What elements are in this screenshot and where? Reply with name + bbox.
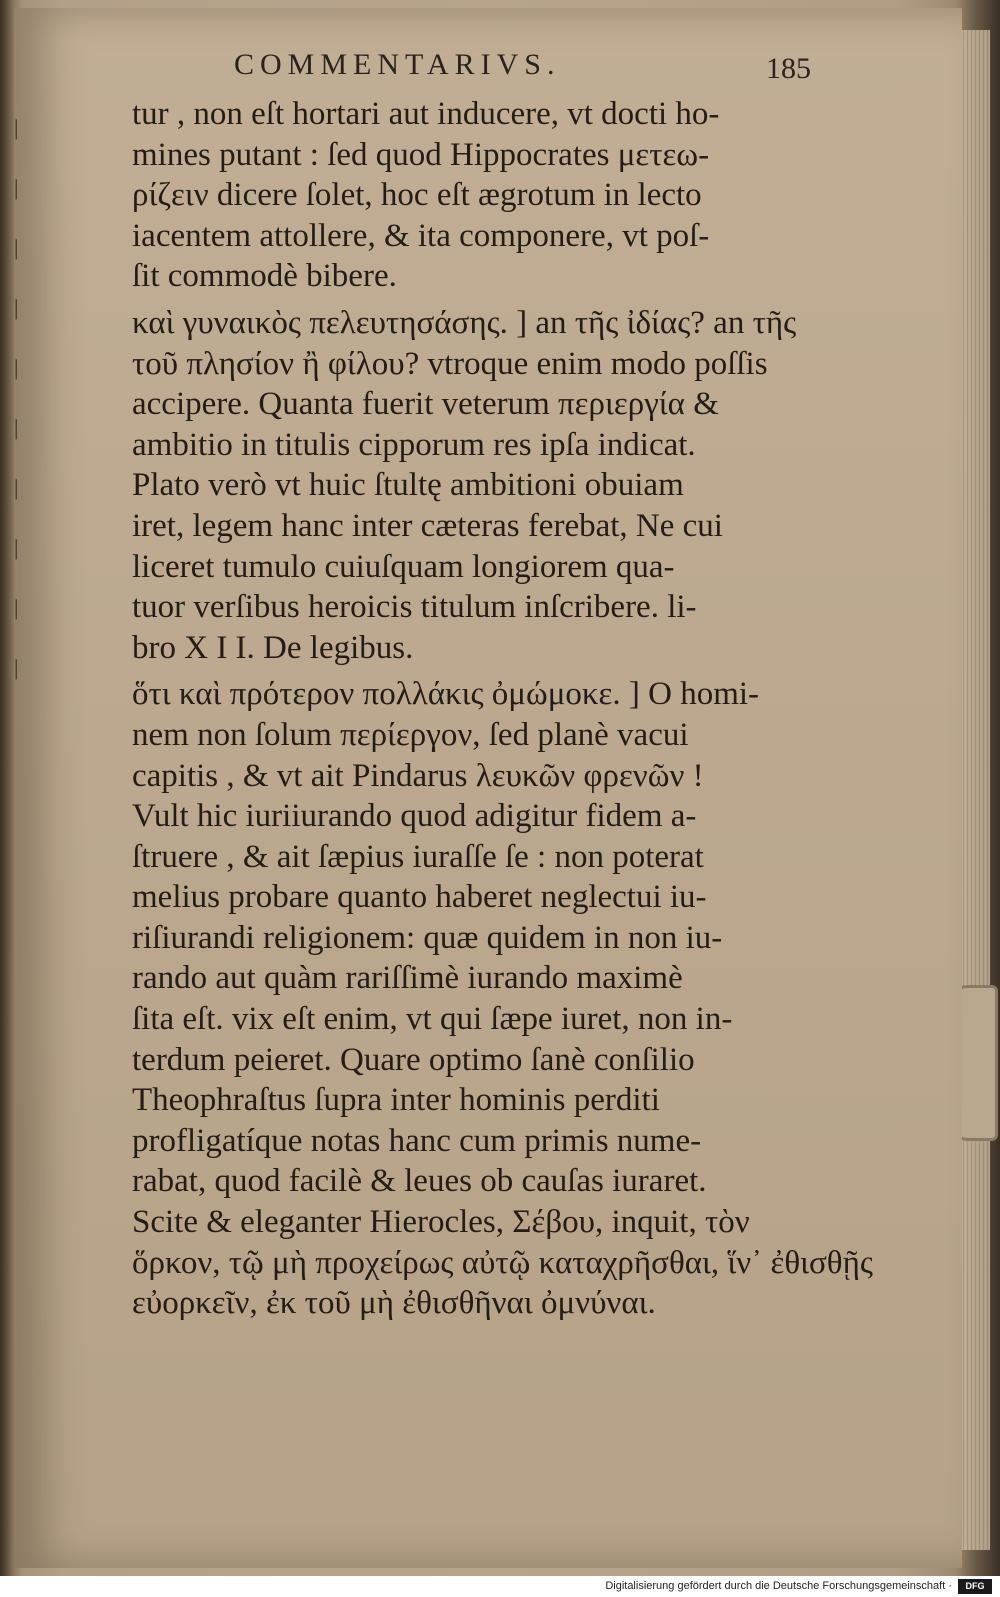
text-line: iret, legem hanc inter cæteras ferebat, Ne cui: [132, 507, 723, 544]
text-line: rabat, quod facilè & leues ob cauſas iuraret.: [132, 1163, 707, 1200]
text-line: accipere. Quanta fuerit veterum περιεργία &: [132, 386, 719, 423]
dfg-logo: DFG: [958, 1579, 992, 1594]
page-number: 185: [766, 52, 811, 85]
text-line: ὅτι καὶ πρότερον πολλάκις ὀμώμοκε. ] O homi-: [132, 676, 760, 713]
text-line: riſiurandi religionem: quæ quidem in non iu-: [132, 919, 723, 956]
text-line: ſita eſt. vix eſt enim, vt qui ſæpe iuret, non in-: [132, 1001, 733, 1038]
text-line: Plato verò vt huic ſtultę ambitioni obuiam: [132, 467, 684, 504]
text-line: terdum peieret. Quare optimo ſanè conſilio: [132, 1041, 695, 1078]
text-line: Theophraſtus ſupra inter hominis perditi: [132, 1082, 660, 1119]
text-line: τοῦ πλησίον ἢ φίλου? vtroque enim modo poſſis: [132, 345, 768, 382]
text-line: ρίζειν dicere ſolet, hoc eſt ægrotum in lecto: [132, 177, 702, 214]
text-line: rando aut quàm rariſſimè iurando maximè: [132, 960, 683, 997]
digitization-footer: [0, 1577, 1000, 1597]
text-line: capitis , & vt ait Pindarus λευκῶν φρενῶν !: [132, 757, 704, 794]
text-line: tuor verſibus heroicis titulum inſcribere. li-: [132, 589, 697, 626]
text-line: ambitio in titulis cipporum res ipſa indicat.: [132, 426, 696, 463]
bleed-through-margin: | | | | | | | | | |: [14, 115, 19, 680]
book-page: [14, 8, 962, 1568]
text-line: profligatíque notas hanc cum primis nume-: [132, 1122, 702, 1159]
text-line: εὐορκεῖν, ἐκ τοῦ μὴ ἐθισθῆναι ὀμνύναι.: [132, 1285, 656, 1322]
page-fore-edge: [960, 30, 990, 1550]
body-text: [132, 94, 873, 1324]
text-line: Scite & eleganter Hierocles, Σέβου, inquit, τὸν: [132, 1204, 750, 1241]
text-line: iacentem attollere, & ita componere, vt poſ-: [132, 217, 710, 254]
text-line: ὅρκον, τῷ μὴ προχείρως αὐτῷ καταχρῆσθαι, ἵν᾽ ἐθισθῇς: [132, 1244, 873, 1281]
text-line: bro X I I. De legibus.: [132, 629, 414, 666]
text-line: tur , non eſt hortari aut inducere, vt docti ho-: [132, 96, 720, 132]
text-line: melius probare quanto haberet neglectui iu-: [132, 879, 707, 916]
text-line: nem non ſolum περίεργον, ſed planè vacui: [132, 716, 689, 753]
text-line: Vult hic iuriiurando quod adigitur fidem a-: [132, 798, 697, 835]
funding-credit: Digitalisierung gefördert durch die Deutsche Forschungsgemeinschaft ·: [605, 1580, 952, 1592]
text-line: ſtruere , & ait ſæpius iuraſſe ſe : non poterat: [132, 838, 704, 875]
running-title: COMMENTARIVS.: [234, 48, 561, 81]
text-line: καὶ γυναικὸς πελευτησάσης. ] an τῆς ἰδίας? an τῆς: [132, 304, 797, 341]
text-line: mines putant : ſed quod Hippocrates μετεω-: [132, 136, 710, 173]
text-line: liceret tumulo cuiuſquam longiorem qua-: [132, 548, 675, 585]
text-line: ſit commodè bibere.: [132, 258, 397, 295]
